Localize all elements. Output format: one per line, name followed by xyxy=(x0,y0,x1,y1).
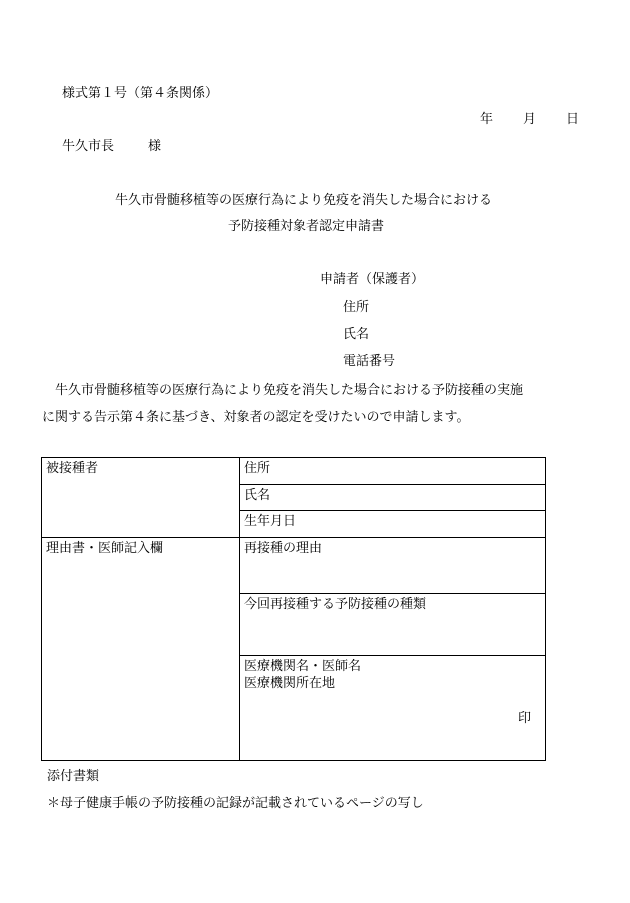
recipient-name-cell[interactable] xyxy=(240,485,546,511)
date-year-label: 年 xyxy=(480,112,494,127)
institution-cell[interactable] xyxy=(240,656,546,761)
reason-cell[interactable] xyxy=(240,538,546,594)
institution-address-label: 医療機関所在地 xyxy=(244,676,336,691)
seal-mark: 印 xyxy=(517,711,531,726)
attachments-heading: 添付書類 xyxy=(47,769,100,784)
recipient-name-label: 氏名 xyxy=(244,488,271,503)
recipient-birthdate-cell[interactable] xyxy=(240,511,546,538)
applicant-phone-label: 電話番号 xyxy=(343,354,396,369)
application-body-text: 牛久市骨髄移植等の医療行為により免疫を消失した場合における予防接種の実施に関する告示第４条に基づき、対象者の認定を受けたいので申請します。 xyxy=(42,383,524,425)
applicant-heading: 申請者（保護者） xyxy=(320,272,425,287)
addressee-honorific: 様 xyxy=(148,139,162,154)
recipient-label-cell xyxy=(42,458,240,538)
date-month-label: 月 xyxy=(523,112,537,127)
attachments-item: ＊母子健康手帳の予防接種の記録が記載されているページの写し xyxy=(47,796,424,811)
recipient-label: 被接種者 xyxy=(46,461,99,476)
document-title-line1: 牛久市骨髄移植等の医療行為により免疫を消失した場合における xyxy=(115,193,493,208)
applicant-address-label: 住所 xyxy=(343,300,370,315)
document-title-line2: 予防接種対象者認定申請書 xyxy=(228,219,385,234)
table-row xyxy=(42,538,546,594)
date-day-label: 日 xyxy=(566,112,580,127)
vaccine-type-label: 今回再接種する予防接種の種類 xyxy=(244,597,427,612)
recipient-address-label: 住所 xyxy=(244,461,271,476)
application-table xyxy=(41,457,546,761)
doctor-section-label-cell xyxy=(42,538,240,761)
recipient-birthdate-label: 生年月日 xyxy=(244,514,297,529)
form-number: 様式第１号（第４条関係） xyxy=(62,86,219,101)
applicant-name-label: 氏名 xyxy=(343,327,370,342)
doctor-section-label: 理由書・医師記入欄 xyxy=(46,541,164,556)
reason-label: 再接種の理由 xyxy=(244,541,323,556)
institution-name-label: 医療機関名・医師名 xyxy=(244,659,362,674)
recipient-address-cell[interactable] xyxy=(240,458,546,485)
table-row xyxy=(42,458,546,485)
addressee-name: 牛久市長 xyxy=(62,139,115,154)
vaccine-type-cell[interactable] xyxy=(240,594,546,656)
